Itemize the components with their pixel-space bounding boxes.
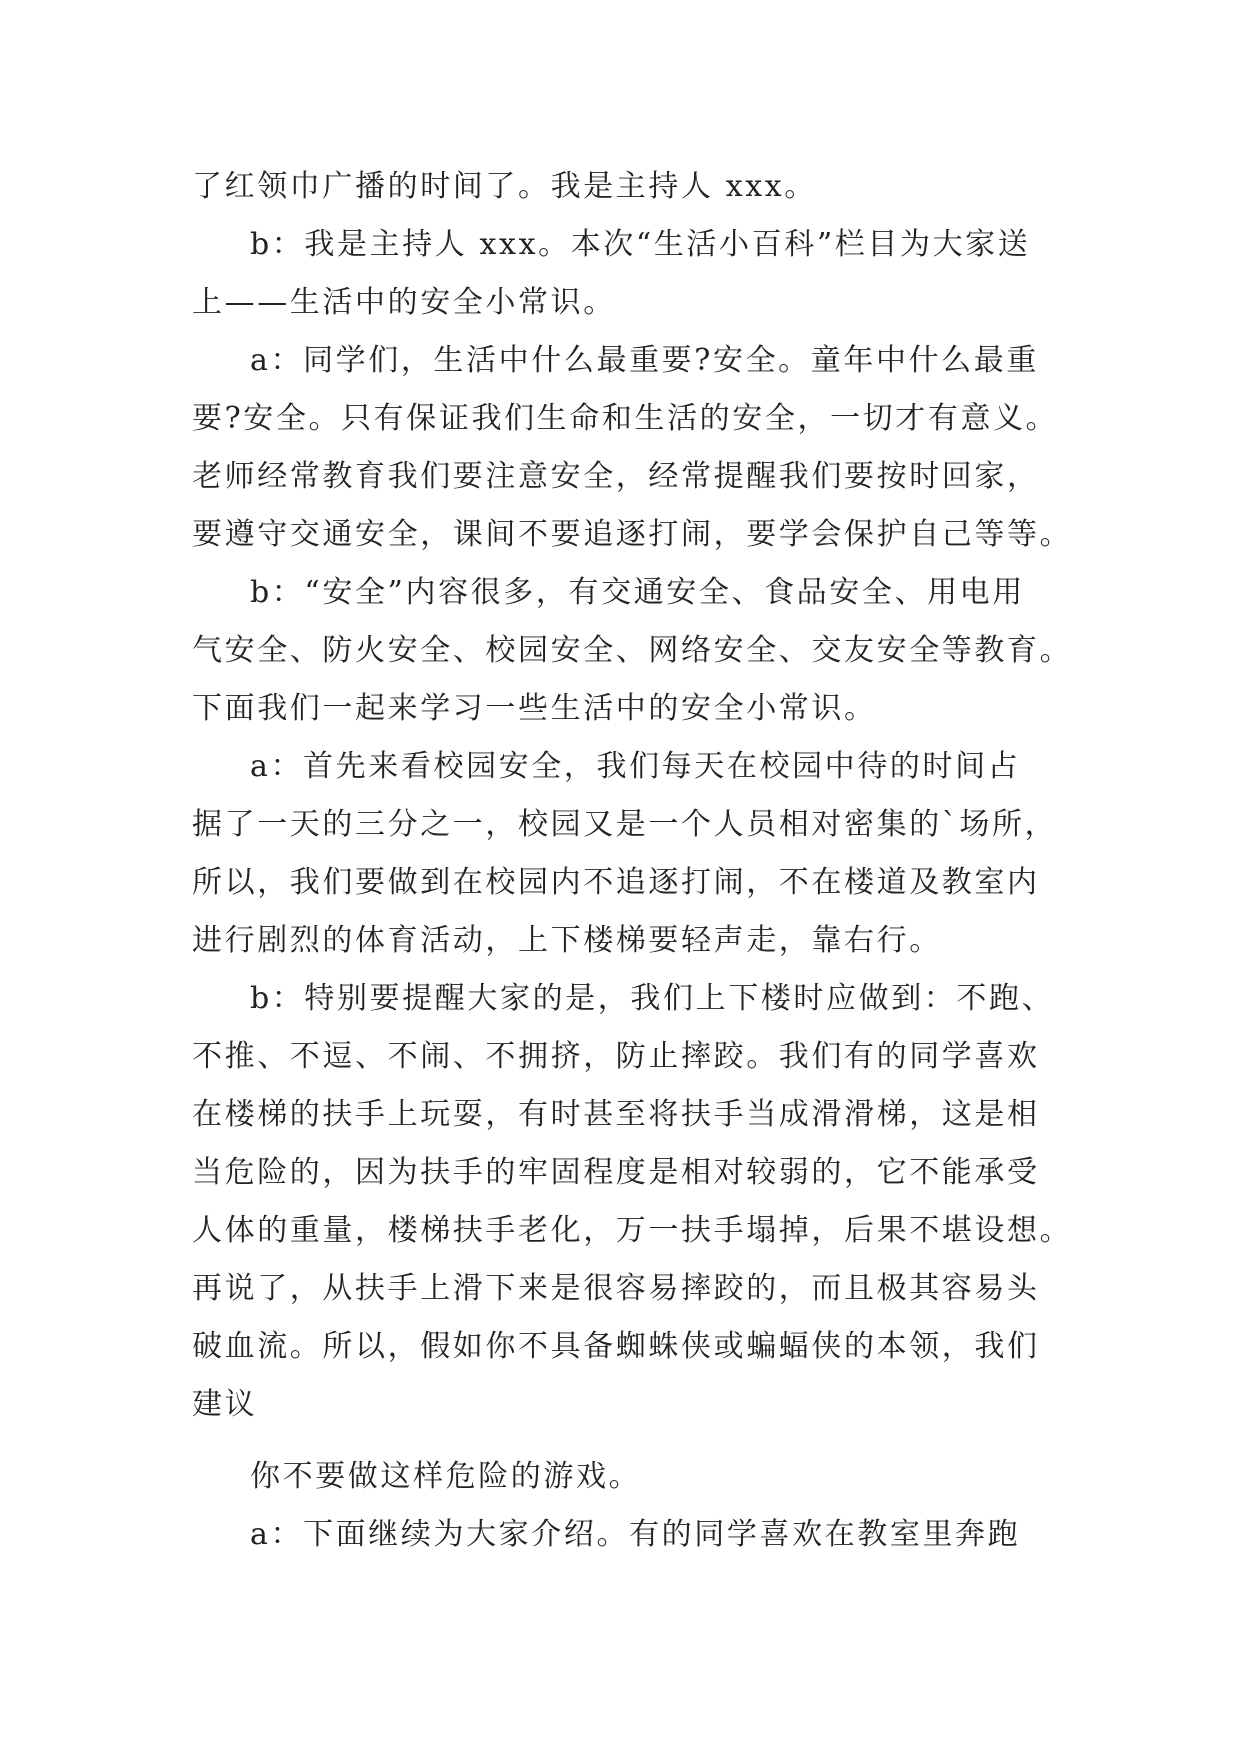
text-line: 不推、不逗、不闹、不拥挤，防止摔跤。我们有的同学喜欢	[192, 1039, 1040, 1074]
document-body	[192, 158, 1073, 1564]
text-line: 破血流。所以，假如你不具备蜘蛛侠或蝙蝠侠的本领，我们	[192, 1329, 1040, 1364]
text-line: 在楼梯的扶手上玩耍，有时甚至将扶手当成滑滑梯，这是相	[192, 1097, 1040, 1132]
text-line: 人体的重量，楼梯扶手老化，万一扶手塌掉，后果不堪设想。	[192, 1213, 1073, 1248]
text-line: 建议	[192, 1387, 258, 1422]
text-line: 要?安全。只有保证我们生命和生活的安全，一切才有意义。	[192, 401, 1059, 436]
text-line: 当危险的，因为扶手的牢固程度是相对较弱的，它不能承受	[192, 1155, 1040, 1190]
text-line: 进行剧烈的体育活动，上下楼梯要轻声走，靠右行。	[192, 923, 942, 958]
text-line: b：我是主持人 xxx。本次“生活小百科”栏目为大家送	[250, 227, 1031, 262]
text-line: a：首先来看校园安全，我们每天在校园中待的时间占	[250, 749, 1021, 784]
text-line: 再说了，从扶手上滑下来是很容易摔跤的，而且极其容易头	[192, 1271, 1040, 1306]
text-line: b：特别要提醒大家的是，我们上下楼时应做到：不跑、	[250, 981, 1055, 1016]
text-line: 了红领巾广播的时间了。我是主持人 xxx。	[192, 169, 817, 204]
text-line: 据了一天的三分之一，校园又是一个人员相对密集的`场所，	[192, 807, 1058, 842]
text-line: 所以，我们要做到在校园内不追逐打闹，不在楼道及教室内	[192, 865, 1040, 900]
text-line: 老师经常教育我们要注意安全，经常提醒我们要按时回家，	[192, 459, 1040, 494]
paragraph-gap	[192, 1434, 1052, 1448]
text-line: 气安全、防火安全、校园安全、网络安全、交友安全等教育。	[192, 633, 1073, 668]
text-line: 要遵守交通安全，课间不要追逐打闹，要学会保护自己等等。	[192, 517, 1073, 552]
text-line: 上——生活中的安全小常识。	[192, 285, 616, 320]
text-line: b：“安全”内容很多，有交通安全、食品安全、用电用	[250, 575, 1025, 610]
text-line: 你不要做这样危险的游戏。	[250, 1459, 642, 1494]
text-line: 下面我们一起来学习一些生活中的安全小常识。	[192, 691, 877, 726]
text-line: a：下面继续为大家介绍。有的同学喜欢在教室里奔跑	[250, 1517, 1021, 1552]
text-line: a：同学们，生活中什么最重要?安全。童年中什么最重	[250, 343, 1039, 378]
